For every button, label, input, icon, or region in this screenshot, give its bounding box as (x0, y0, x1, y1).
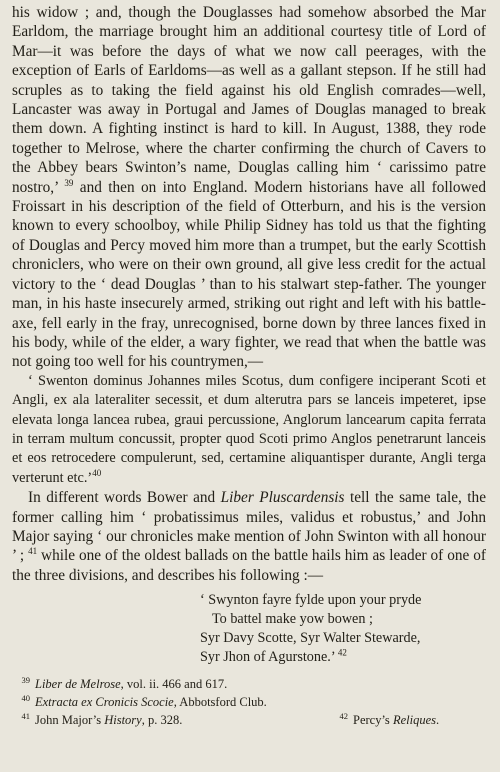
paragraph (12, 3, 486, 372)
body-text (12, 3, 486, 585)
text-run: his widow ; and, though the Douglasses had somehow absorbed the Mar Earldom, the marriage brought him an additional courtesy title of Lord of Mar—it was before the days of what we now call peerages, with the exception of Earls of Earldoms—as well as a gallant stepson. If he still had scruples as to taking the field against his old English comrades—well, Lancaster was away in Portugal and James of Douglas managed to break them down. A fighting instinct is hard to kill. In August, 1388, they rode together to Melrose, where the charter confirming the church of Cavers to the Abbey bears Swinton’s name, Douglas calling him ‘ carissimo patre nostro,’ (12, 4, 486, 196)
latin-quotation (12, 372, 486, 488)
text-run: while one of the oldest ballads on the battle hails him as leader of one of the three divisions, and describes his following :— (12, 547, 486, 584)
verse-line: Syr Jhon of Agurstone.’ $^{42}$ (200, 647, 347, 665)
cited-work: Liber de Melrose (35, 677, 121, 691)
text-run: tell the same tale, the former calling him ‘ probatissimus miles, validus et robustus,’ and John Major saying ‘ our chronicles make mention of John Swinton with all honour ’ ; (12, 489, 486, 565)
verse-line: Syr Davy Scotte, Syr Walter Stewarde, (200, 630, 421, 646)
cited-work: History (104, 713, 142, 727)
footnote-marker: 39 (64, 177, 74, 188)
text-run: In different words Bower and (28, 489, 221, 507)
cited-work: Extracta ex Cronicis Scocie (35, 695, 174, 709)
ballad-verse (200, 591, 490, 667)
cited-work: Reliques (392, 713, 436, 727)
text-run: and then on into England. Modern historians have all followed Froissart in his description of the field of Otterburn, and his is the version known to every schoolboy, while Philip Sidney has told us that the fighting of Douglas and Percy moved him more than a trumpet, but the early Scottish chroniclers, who were on their own ground, all give less credit for the actual victory to the ‘ dead Douglas ’ than to his stalwart step-father. The younger man, in his haste insecurely armed, striking out right and left with his battle-axe, fell early in the fray, unrecognised, borne down by three lances fixed in his body, while of the elder, a wary fighter, we read that when the battle was not going too well for his countrymen,— (12, 178, 486, 371)
footnote: 41 John Major’s History, p. 328. 42 Percy’s Reliques. (21, 710, 440, 727)
footnote: 39 Liber de Melrose, vol. ii. 466 and 617. (21, 674, 228, 691)
footnote-marker: 40 (92, 467, 102, 478)
footnote: 40 Extracta ex Cronicis Scocie, Abbotsford Club. (21, 692, 267, 709)
italic-title: Liber Pluscardensis (220, 489, 345, 507)
footnote-marker: 42 (335, 647, 347, 658)
footnote-marker: 41 (28, 546, 38, 557)
verse-line: ‘ Swynton fayre fylde upon your pryde (200, 592, 422, 608)
footnotes (12, 675, 486, 729)
paragraph (12, 488, 486, 585)
verse-line: To battel make yow bowen ; (212, 611, 373, 627)
text-run: ‘ Swenton dominus Johannes miles Scotus, dum configere inciperant Scoti et Angli, ex ala lateraliter secessit, et dum alterutra pars se lanceis impeteret, ipse elevata longa lancea rubea, graui percussione, Anglorum lancearum capita ferrata in terram multum concussit, propter quod Scoti primo Anglos penetrarunt lanceis et eos retrocedere compulerunt, sed, certamine aliquantisper durante, Angli terga verterunt etc.’ (12, 372, 486, 486)
footnote: 42 Percy’s Reliques. (339, 710, 440, 727)
